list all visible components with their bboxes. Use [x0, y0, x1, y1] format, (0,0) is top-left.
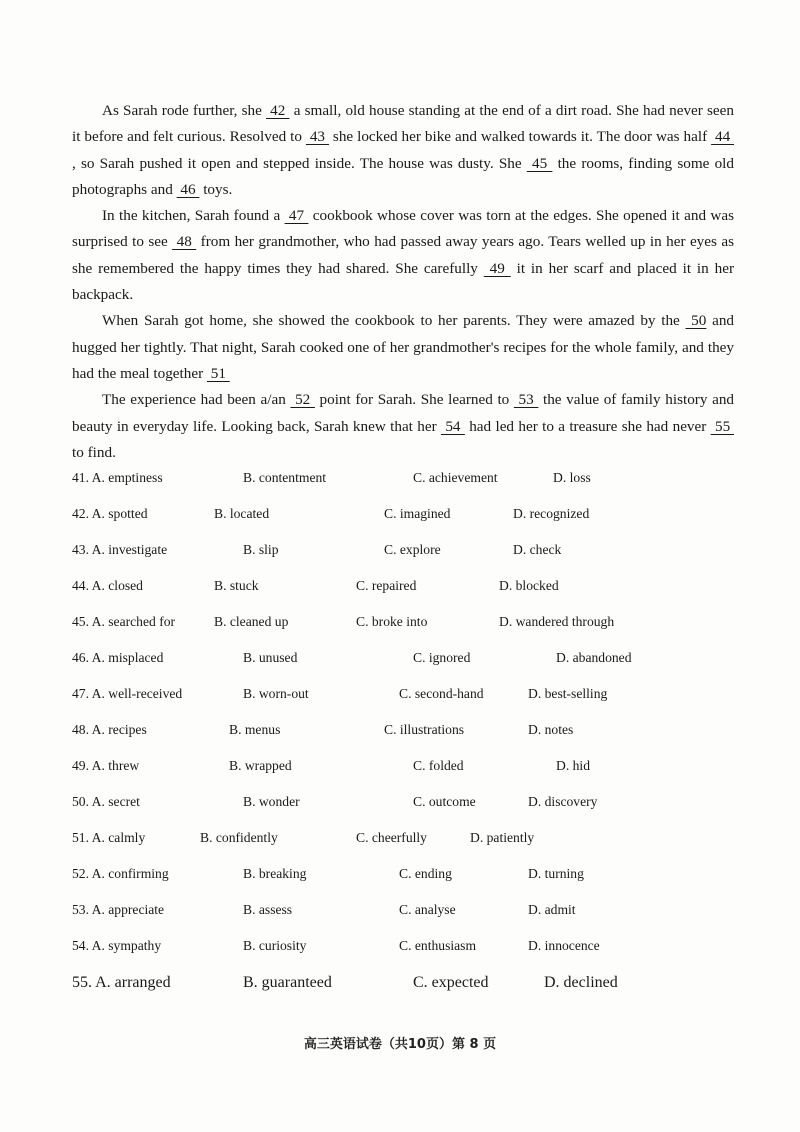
option-c: C. second-hand — [399, 686, 484, 701]
option-d: D. turning — [528, 866, 584, 881]
passage-paragraph — [72, 387, 734, 466]
question-row — [72, 722, 752, 746]
option-d: D. check — [513, 542, 562, 557]
option-a: 52. A. confirming — [72, 866, 169, 881]
passage-text: it in her scarf and placed it in her backpack. — [72, 259, 735, 304]
question-row — [72, 902, 752, 926]
blank-number: 45 — [526, 154, 553, 172]
question-row — [72, 866, 752, 890]
cloze-passage — [72, 98, 734, 466]
option-b: B. assess — [243, 902, 293, 917]
passage-text: to find. — [72, 443, 116, 461]
passage-text: had led her to a treasure she had never — [464, 417, 711, 435]
passage-paragraph — [72, 98, 734, 203]
option-b: B. cleaned up — [214, 614, 289, 629]
question-row — [72, 794, 752, 818]
blank-number: 51 — [206, 364, 230, 382]
passage-text: she locked her bike and walked towards it. The door was half — [328, 128, 712, 146]
option-c: C. cheerfully — [356, 830, 427, 845]
passage-text: the value of family history and beauty in everyday life. Looking back, Sarah knew that her — [72, 391, 735, 435]
option-a: 47. A. well-received — [72, 686, 183, 701]
option-d: D. notes — [528, 722, 574, 737]
question-row — [72, 938, 752, 962]
option-c: C. enthusiasm — [399, 938, 477, 953]
option-c: C. expected — [413, 974, 489, 991]
option-c: C. imagined — [384, 506, 451, 521]
option-a: 42. A. spotted — [72, 506, 148, 521]
option-c: C. broke into — [356, 614, 428, 629]
blank-number: 55 — [710, 417, 734, 435]
option-d: D. admit — [528, 902, 576, 917]
option-a: 53. A. appreciate — [72, 902, 165, 917]
option-d: D. blocked — [499, 578, 559, 593]
passage-text: , so Sarah pushed it open and stepped inside. The house was dusty. She — [72, 154, 527, 172]
option-a: 46. A. misplaced — [72, 650, 164, 665]
option-d: D. innocence — [528, 938, 600, 953]
option-d: D. best-selling — [528, 686, 608, 701]
option-d: D. wandered through — [499, 614, 615, 629]
question-row — [72, 686, 752, 710]
passage-text: toys. — [199, 180, 233, 198]
option-c: C. illustrations — [384, 722, 465, 737]
blank-number: 52 — [290, 391, 315, 409]
option-c: C. explore — [384, 542, 441, 557]
option-b: B. contentment — [243, 470, 327, 485]
option-c: C. ignored — [413, 650, 471, 665]
option-a: 45. A. searched for — [72, 614, 176, 629]
blank-number: 54 — [440, 417, 465, 435]
passage-text: When Sarah got home, she showed the cookbook to her parents. They were amazed by the — [102, 312, 686, 330]
blank-number: 44 — [711, 128, 735, 146]
option-a: 54. A. sympathy — [72, 938, 162, 953]
option-d: D. loss — [553, 470, 591, 485]
option-d: D. recognized — [513, 506, 590, 521]
question-row — [72, 542, 752, 566]
blank-number: 48 — [172, 233, 197, 251]
option-b: B. wrapped — [229, 758, 292, 773]
option-b: B. wonder — [243, 794, 300, 809]
option-b: B. worn-out — [243, 686, 309, 701]
option-a: 55. A. arranged — [72, 974, 171, 991]
passage-paragraph — [72, 308, 734, 387]
passage-text: The experience had been a/an — [102, 391, 291, 409]
question-row — [72, 578, 752, 602]
blank-number: 42 — [266, 102, 290, 119]
option-d: D. patiently — [470, 830, 535, 845]
option-b: B. guaranteed — [243, 974, 332, 991]
passage-text: from her grandmother, who had passed away years ago. Tears welled up in her eyes as she remembered the happy times they had shared. She carefully — [72, 233, 735, 277]
blank-number: 50 — [685, 312, 707, 330]
page-footer: 高三英语试卷（共10页）第 8 页 — [303, 1037, 497, 1052]
passage-paragraph — [72, 203, 734, 308]
blank-number: 53 — [513, 391, 539, 409]
passage-text: In the kitchen, Sarah found a — [102, 207, 285, 225]
option-b: B. breaking — [243, 866, 307, 881]
question-row — [72, 614, 752, 638]
option-a: 51. A. calmly — [72, 830, 146, 845]
option-a: 43. A. investigate — [72, 542, 168, 557]
question-row — [72, 758, 752, 782]
option-c: C. repaired — [356, 578, 417, 593]
passage-text: As Sarah rode further, she — [102, 102, 267, 119]
option-c: C. analyse — [399, 902, 456, 917]
option-a: 41. A. emptiness — [72, 470, 163, 485]
option-b: B. stuck — [214, 578, 259, 593]
question-row — [72, 470, 752, 494]
blank-number: 49 — [483, 259, 511, 277]
question-row — [72, 974, 752, 998]
option-d: D. hid — [556, 758, 590, 773]
passage-text: a small, old house standing at the end of a dirt road. She had never seen it before and felt curious. Resolved to — [72, 102, 734, 146]
option-b: B. menus — [229, 722, 281, 737]
question-row — [72, 830, 752, 854]
passage-text: the rooms, finding some old photographs and — [72, 154, 734, 198]
option-d: D. discovery — [528, 794, 598, 809]
option-a: 49. A. threw — [72, 758, 140, 773]
passage-text: and hugged her tightly. That night, Sarah cooked one of her grandmother's recipes for the whole family, and they had the meal together — [72, 312, 735, 382]
option-d: D. declined — [544, 974, 618, 991]
option-a: 44. A. closed — [72, 578, 143, 593]
blank-number: 46 — [176, 180, 200, 198]
option-a: 50. A. secret — [72, 794, 140, 809]
option-c: C. achievement — [413, 470, 498, 485]
passage-text: cookbook whose cover was torn at the edges. She opened it and was surprised to see — [72, 207, 735, 251]
passage-text: point for Sarah. She learned to — [314, 391, 514, 409]
option-b: B. located — [214, 506, 270, 521]
option-d: D. abandoned — [556, 650, 632, 665]
option-c: C. folded — [413, 758, 464, 773]
blank-number: 47 — [284, 207, 309, 225]
question-row — [72, 650, 752, 674]
option-c: C. ending — [399, 866, 452, 881]
option-b: B. curiosity — [243, 938, 307, 953]
option-b: B. unused — [243, 650, 298, 665]
option-a: 48. A. recipes — [72, 722, 147, 737]
option-b: B. confidently — [200, 830, 278, 845]
option-c: C. outcome — [413, 794, 476, 809]
question-row — [72, 506, 752, 530]
blank-number: 43 — [305, 128, 329, 146]
option-b: B. slip — [243, 542, 279, 557]
